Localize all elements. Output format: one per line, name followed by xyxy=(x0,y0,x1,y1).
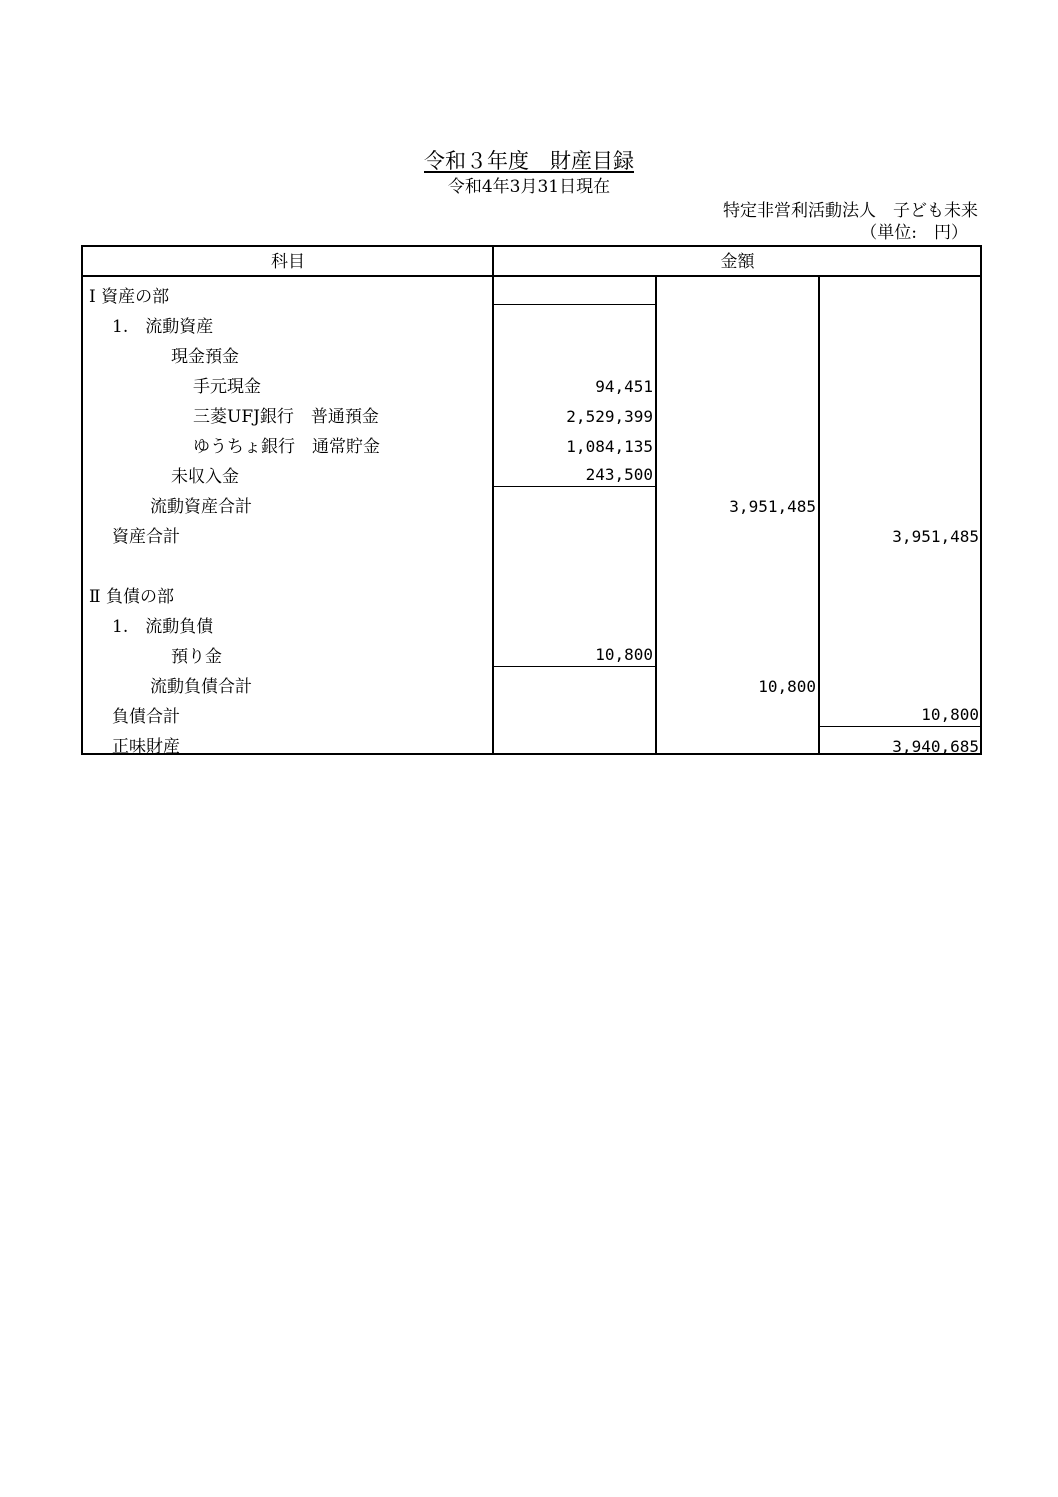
amount-current-assets-total: 3,951,485 xyxy=(729,497,816,516)
property-inventory-table xyxy=(81,245,982,755)
header-amount: 金額 xyxy=(720,252,755,272)
amount-mufg-deposit: 2,529,399 xyxy=(566,407,653,426)
amount-cash-on-hand: 94,451 xyxy=(595,377,653,396)
document-title: 令和３年度 財産目録 xyxy=(424,149,634,173)
amount-net-assets: 3,940,685 xyxy=(892,737,979,756)
organization-name: 特定非営利活動法人 子ども未来 xyxy=(723,201,978,221)
row-label-net-assets: 正味財産 xyxy=(112,737,180,757)
row-label-current-liabilities-total: 流動負債合計 xyxy=(150,677,252,697)
amount-yucho-savings: 1,084,135 xyxy=(566,437,653,456)
row-label-total-liabilities: 負債合計 xyxy=(112,707,180,727)
row-label-current-assets: 1. 流動資産 xyxy=(112,317,214,337)
header-subject: 科目 xyxy=(271,252,305,272)
row-label-cash-deposits: 現金預金 xyxy=(171,347,239,367)
row-label-current-assets-total: 流動資産合計 xyxy=(150,497,252,517)
amount-total-liabilities: 10,800 xyxy=(921,705,979,724)
row-label-cash-on-hand: 手元現金 xyxy=(193,377,261,397)
row-label-liabilities-section: Ⅱ 負債の部 xyxy=(89,587,174,607)
amount-deposits-received: 10,800 xyxy=(595,645,653,664)
row-label-total-assets: 資産合計 xyxy=(112,527,180,547)
column-divider-subject xyxy=(492,247,494,755)
unit-label: （単位: 円） xyxy=(860,223,968,243)
row-label-current-liabilities: 1. 流動負債 xyxy=(112,617,214,637)
amount-total-assets: 3,951,485 xyxy=(892,527,979,546)
amount-current-liabilities-total: 10,800 xyxy=(758,677,816,696)
header-divider xyxy=(83,275,980,277)
amount-accounts-receivable: 243,500 xyxy=(585,465,653,484)
row-label-deposits-received: 預り金 xyxy=(171,647,222,667)
row-label-mufg-deposit: 三菱UFJ銀行 普通預金 xyxy=(193,407,379,427)
row-label-assets-section: Ⅰ 資産の部 xyxy=(89,287,170,307)
rule-col1-top xyxy=(493,304,655,305)
column-divider-amount-2 xyxy=(818,275,820,755)
row-label-accounts-receivable: 未収入金 xyxy=(171,467,239,487)
as-of-date: 令和4年3月31日現在 xyxy=(447,177,611,197)
row-label-yucho-savings: ゆうちょ銀行 通常貯金 xyxy=(193,437,380,457)
